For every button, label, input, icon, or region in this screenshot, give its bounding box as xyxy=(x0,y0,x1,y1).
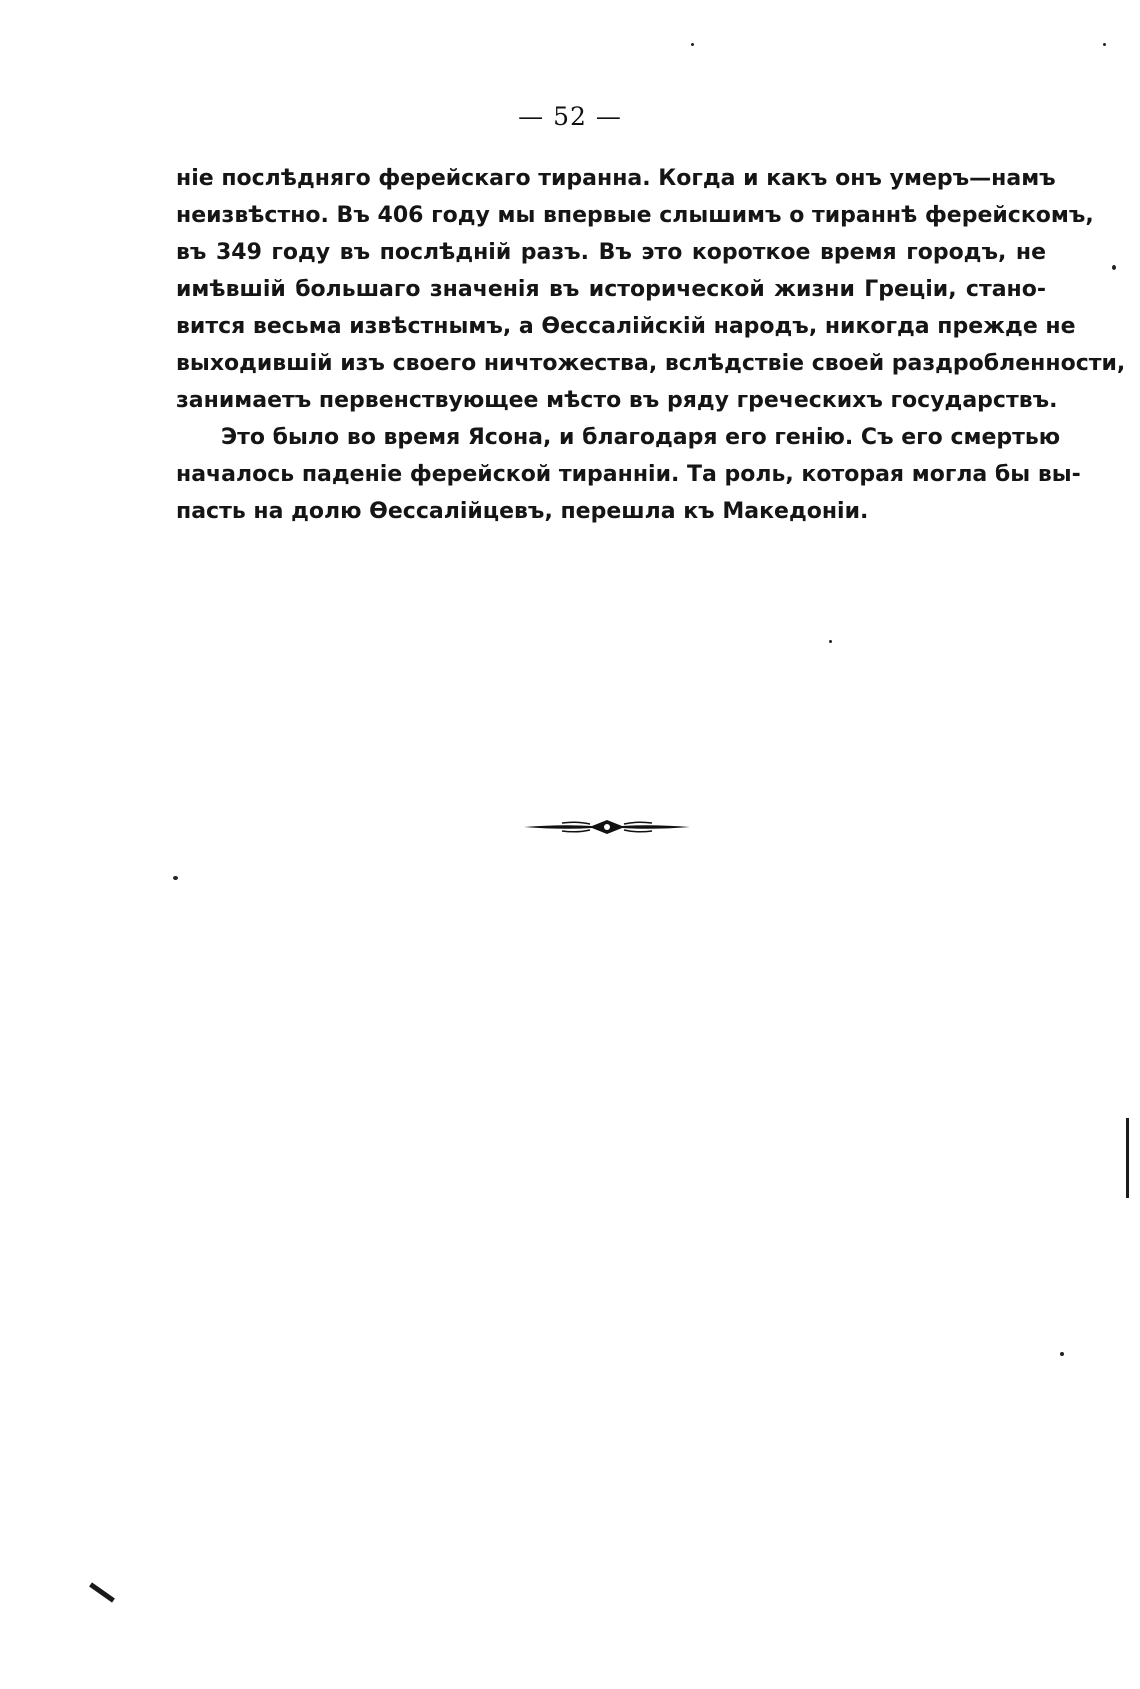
scan-speck xyxy=(1112,265,1116,270)
text-line: началось паденіе ферейской тиранніи. Та роль, которая могла бы вы- xyxy=(176,462,1081,487)
body-text xyxy=(176,160,1126,530)
text-line: имѣвшій большаго значенія въ исторической жизни Греціи, стано- xyxy=(176,277,1046,302)
page-number: — 52 — xyxy=(518,102,622,131)
text-line: вится весьма извѣстнымъ, а Өессалійскій народъ, никогда прежде не xyxy=(176,314,1076,339)
scan-speck xyxy=(1060,1352,1064,1356)
scan-edge-mark xyxy=(1126,1118,1129,1198)
text-line: неизвѣстно. Въ 406 году мы впервые слышимъ о тираннѣ ферейскомъ, xyxy=(176,203,1094,228)
text-line: пасть на долю Өессалійцевъ, перешла къ Македоніи. xyxy=(176,499,869,524)
scan-speck xyxy=(173,876,178,880)
ornament-divider-icon xyxy=(522,816,692,838)
scan-speck xyxy=(1103,43,1106,46)
scan-edge-mark xyxy=(89,1582,115,1602)
text-line: ніе послѣдняго ферейскаго тиранна. Когда и какъ онъ умеръ—намъ xyxy=(176,166,1056,191)
scan-speck xyxy=(829,640,832,643)
scan-speck xyxy=(691,43,694,46)
text-line: Это было во время Ясона, и благодаря его генію. Съ его смертью xyxy=(221,425,1061,450)
text-line: въ 349 году въ послѣдній разъ. Въ это короткое время городъ, не xyxy=(176,240,1046,265)
text-line: занимаетъ первенствующее мѣсто въ ряду греческихъ государствъ. xyxy=(176,388,1058,413)
text-line: выходившій изъ своего ничтожества, вслѣдствіе своей раздробленности, xyxy=(176,351,1126,376)
